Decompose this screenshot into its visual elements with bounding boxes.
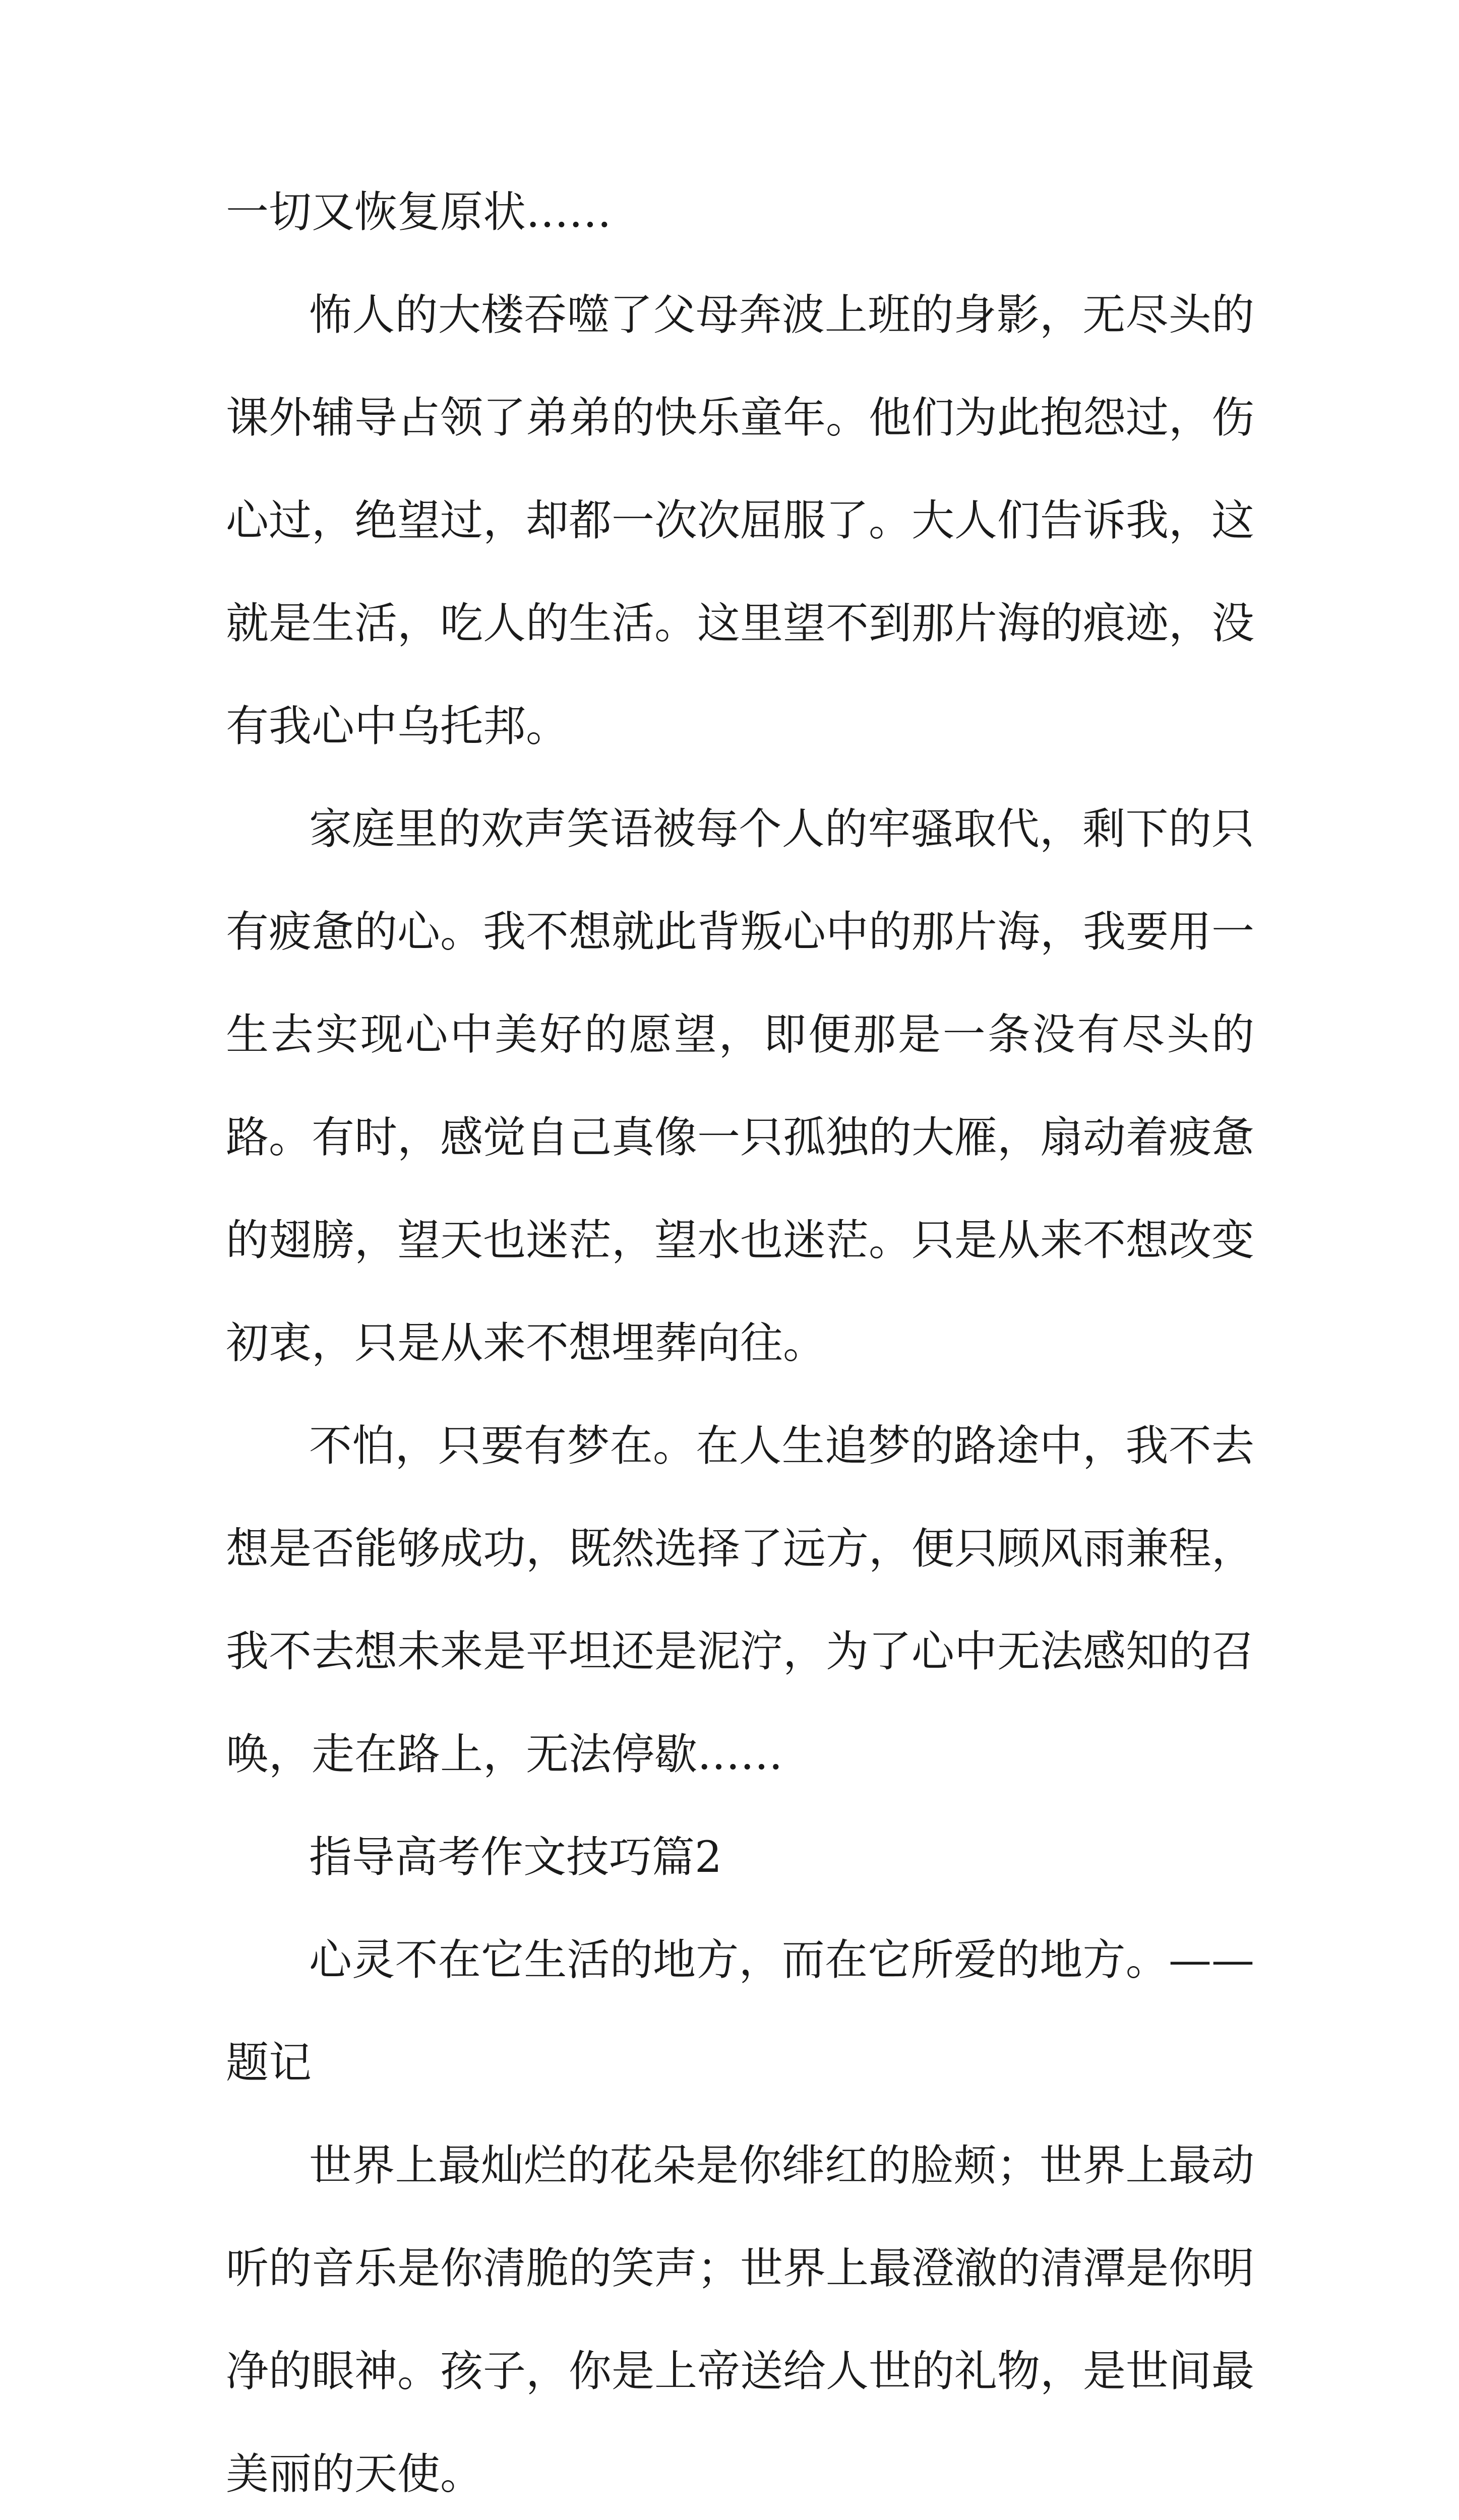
paragraph: 世界上最灿烂的花朵是你绯红的脸颊；世界上最动听的音乐是你清脆的笑声；世界上最澄澈的清潭是你明净的眼神。孩子，你是上帝送给人世的礼物，是世间最美丽的天使。: [226, 2141, 1255, 2499]
document-body: [226, 161, 1254, 2520]
paragraph: 家庭里的欢声笑语被每个人的牢骚取代，剩下的只有疲惫的心。我不想就此背叛心中的那片海，我要用一生去实现心中美好的愿望，即便那是一条没有尽头的路。有时，感觉自己真像一只孤独的大雁，扇动着疲惫的翅膀，望天也迷茫，望水也迷茫。只是从来不想改变初衷，只是从来不想埋葬向往。: [226, 804, 1255, 1368]
epigraph: 心灵不在它生活的地方，而在它所爱的地方。——题记: [226, 1935, 1254, 2088]
paragraph-continuation: 一切又恢复原状……: [226, 187, 612, 237]
section-heading: 指导高考作文技巧篇2: [309, 1833, 722, 1882]
paragraph: 不怕，只要有梦在。在人生追梦的路途中，我不去想是否能够成功，既然选择了远方，便只顾风雨兼程，我不去想未来是平坦还是泥泞，为了心中无法感知的召唤，走在路上，无法停歇……: [226, 1421, 1255, 1780]
paragraph: 怖人的大楼吞噬了父母奔波上班的身影，无尽头的课外辅导占领了弟弟的快乐童年。他们为此抱怨过，伤心过，绝望过，却都一次次屈服了。大人们告诉我，这就是生活，吃人的生活。这里望不到那片海的痕迹，没有我心中乌托邦。: [226, 290, 1255, 751]
